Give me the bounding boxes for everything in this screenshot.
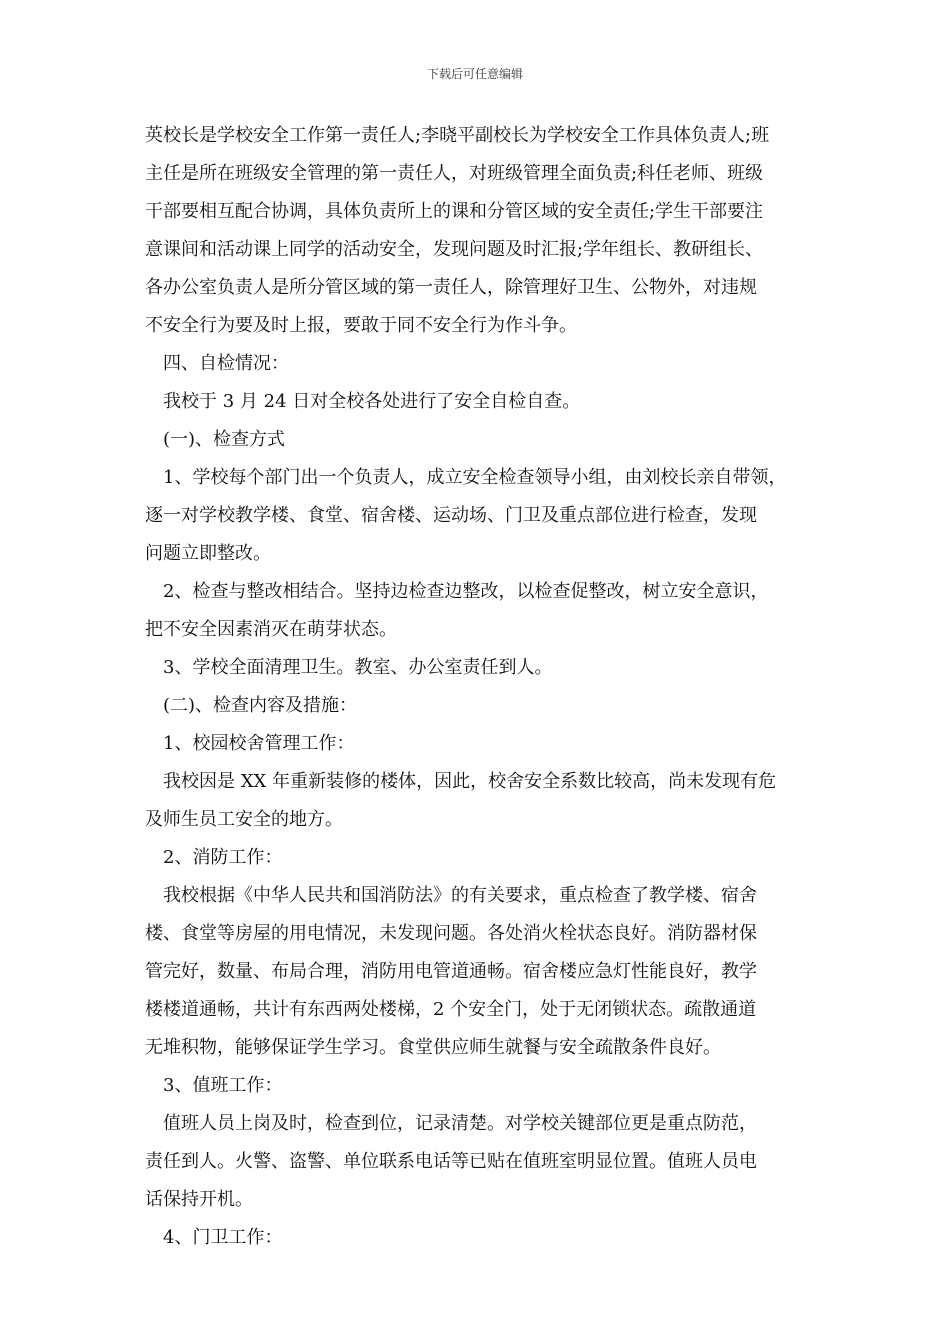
subsection-heading: (一)、检查方式 (163, 429, 286, 450)
paragraph-line: 逐一对学校教学楼、食堂、宿舍楼、运动场、门卫及重点部位进行检查，发现 (145, 505, 757, 526)
paragraph-line: 2、检查与整改相结合。坚持边检查边整改，以检查促整改，树立安全意识， (163, 581, 769, 602)
item-heading: 3、值班工作： (163, 1075, 283, 1096)
paragraph-line: 问题立即整改。 (145, 543, 271, 564)
paragraph-line: 管完好，数量、布局合理，消防用电管道通畅。宿舍楼应急灯性能良好，教学 (145, 961, 757, 982)
paragraph-line: 意课间和活动课上同学的活动安全，发现问题及时汇报;学年组长、教研组长、 (145, 239, 764, 260)
paragraph-line: 1、学校每个部门出一个负责人，成立安全检查领导小组，由刘校长亲自带领， (163, 467, 787, 488)
item-heading: 1、校园校舍管理工作： (163, 733, 355, 754)
paragraph-line: 把不安全因素消灭在萌芽状态。 (145, 619, 397, 640)
item-heading: 2、消防工作： (163, 847, 283, 868)
paragraph-line: 不安全行为要及时上报，要敢于同不安全行为作斗争。 (145, 315, 577, 336)
paragraph-line: 值班人员上岗及时，检查到位，记录清楚。对学校关键部位更是重点防范， (163, 1113, 757, 1134)
document-body (145, 117, 817, 1257)
page-header (0, 66, 950, 82)
paragraph-line: 英校长是学校安全工作第一责任人;李晓平副校长为学校安全工作具体负责人;班 (145, 125, 770, 146)
paragraph-line: 各办公室负责人是所分管区域的第一责任人，除管理好卫生、公物外，对违规 (145, 277, 757, 298)
paragraph-line: 责任到人。火警、盗警、单位联系电话等已贴在值班室明显位置。值班人员电 (145, 1151, 757, 1172)
paragraph-line: 3、学校全面清理卫生。教室、办公室责任到人。 (163, 657, 553, 678)
header-text: 下载后可任意编辑 (426, 67, 523, 81)
section-heading: 四、自检情况： (163, 353, 289, 374)
paragraph-line: 及师生员工安全的地方。 (145, 809, 343, 830)
item-heading: 4、门卫工作： (163, 1227, 283, 1248)
paragraph-line: 楼楼道通畅，共计有东西两处楼梯，2 个安全门，处于无闭锁状态。疏散通道 (145, 999, 757, 1020)
paragraph-line: 我校因是 XX 年重新装修的楼体，因此，校舍安全系数比较高，尚未发现有危 (163, 771, 777, 792)
paragraph-line: 话保持开机。 (145, 1189, 253, 1210)
paragraph-line: 主任是所在班级安全管理的第一责任人，对班级管理全面负责;科任老师、班级 (145, 163, 764, 184)
paragraph-line: 楼、食堂等房屋的用电情况，未发现问题。各处消火栓状态良好。消防器材保 (145, 923, 757, 944)
paragraph-line: 我校于 3 月 24 日对全校各处进行了安全自检自查。 (163, 391, 581, 412)
subsection-heading: (二)、检查内容及措施： (163, 695, 358, 716)
paragraph-line: 干部要相互配合协调，具体负责所上的课和分管区域的安全责任;学生干部要注 (145, 201, 764, 222)
paragraph-line: 无堆积物，能够保证学生学习。食堂供应师生就餐与安全疏散条件良好。 (145, 1037, 721, 1058)
paragraph-line: 我校根据《中华人民共和国消防法》的有关要求，重点检查了教学楼、宿舍 (163, 885, 757, 906)
